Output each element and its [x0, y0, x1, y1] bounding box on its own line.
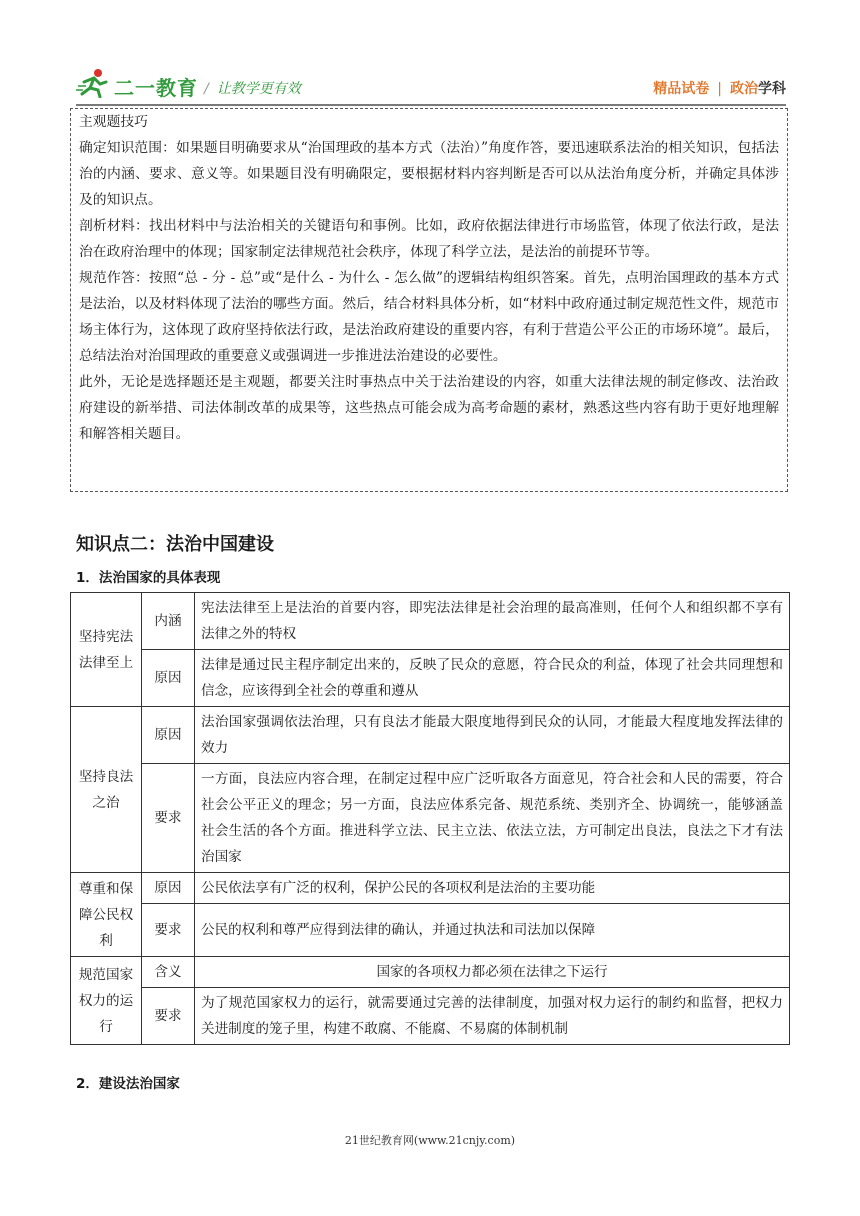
runner-logo-icon — [76, 68, 112, 98]
slogan-text: 让教学更有效 — [216, 81, 301, 97]
table-row — [71, 764, 790, 873]
row-group-head: 尊重和保障公民权利 — [71, 873, 142, 957]
table-row — [71, 650, 790, 707]
row-label: 原因 — [142, 873, 195, 904]
premium-paper-label: 精品试卷 — [653, 81, 710, 97]
page-header — [76, 66, 786, 106]
row-group-head: 坚持宪法法律至上 — [71, 593, 142, 707]
rule-of-law-table — [70, 592, 790, 1045]
row-label: 内涵 — [142, 593, 195, 650]
subject-suffix: 学科 — [758, 81, 786, 97]
table-row — [71, 707, 790, 764]
subsection-title: 2．建设法治国家 — [76, 1076, 180, 1092]
row-label: 含义 — [142, 957, 195, 988]
tips-title: 主观题技巧 — [79, 114, 148, 130]
row-label: 原因 — [142, 707, 195, 764]
subsection-title: 1．法治国家的具体表现 — [76, 570, 221, 586]
row-content: 公民的权利和尊严应得到法律的确认，并通过执法和司法加以保障 — [195, 904, 790, 957]
brand-name: 二一教育 — [114, 76, 198, 100]
section-title: 知识点二：法治中国建设 — [76, 534, 274, 555]
table-row — [71, 593, 790, 650]
row-content: 国家的各项权力都必须在法律之下运行 — [195, 957, 790, 988]
row-content: 法律是通过民主程序制定出来的，反映了民众的意愿，符合民众的利益，体现了社会共同理想和信念，应该得到全社会的尊重和遵从 — [195, 650, 790, 707]
table-row — [71, 988, 790, 1045]
row-content: 法治国家强调依法治理，只有良法才能最大限度地得到民众的认同，才能最大程度地发挥法律的效力 — [195, 707, 790, 764]
subject-name: 政治 — [730, 81, 758, 97]
row-label: 要求 — [142, 764, 195, 873]
row-group-head: 规范国家权力的运行 — [71, 957, 142, 1045]
row-label: 要求 — [142, 904, 195, 957]
tips-paragraph: 剖析材料：找出材料中与法治相关的关键语句和事例。比如，政府依据法律进行市场监管，体现了依法行政，是法治在政府治理中的体现；国家制定法律规范社会秩序，体现了科学立法，是法治的前提环节等。 — [79, 218, 779, 260]
row-group-head: 坚持良法之治 — [71, 707, 142, 873]
tips-paragraph: 规范作答：按照“总 - 分 - 总”或“是什么 - 为什么 - 怎么做”的逻辑结构组织答案。首先，点明治国理政的基本方式是法治，以及材料体现了法治的哪些方面。然后，结合材料具体分析，如“材料中政府通过制定规范性文件，规范市场主体行为，这体现了政府坚持依法行政，是法治政府建设的重要内容，有利于营造公平公正的市场环境”。最后，总结法治对治国理政的重要意义或强调进一步推进法治建设的必要性。 — [79, 270, 779, 364]
tips-paragraph: 此外，无论是选择题还是主观题，都要关注时事热点中关于法治建设的内容，如重大法律法规的制定修改、法治政府建设的新举措、司法体制改革的成果等，这些热点可能会成为高考命题的素材，熟悉这些内容有助于更好地理解和解答相关题目。 — [79, 374, 779, 442]
tips-box — [70, 108, 788, 492]
table-row — [71, 957, 790, 988]
subject-label: 精品试卷 | 政治学科 — [653, 81, 786, 97]
row-content: 宪法法律至上是法治的首要内容，即宪法法律是社会治理的最高准则，任何个人和组织都不享有法律之外的特权 — [195, 593, 790, 650]
row-content: 公民依法享有广泛的权利，保护公民的各项权利是法治的主要功能 — [195, 873, 790, 904]
row-label: 原因 — [142, 650, 195, 707]
table-row — [71, 873, 790, 904]
row-label: 要求 — [142, 988, 195, 1045]
row-content: 为了规范国家权力的运行，就需要通过完善的法律制度，加强对权力运行的制约和监督，把权力关进制度的笼子里，构建不敢腐、不能腐、不易腐的体制机制 — [195, 988, 790, 1045]
table-row — [71, 904, 790, 957]
row-content: 一方面，良法应内容合理，在制定过程中应广泛听取各方面意见，符合社会和人民的需要，符合社会公平正义的理念；另一方面，良法应体系完备、规范系统、类别齐全、协调统一，能够涵盖社会生活的各个方面。推进科学立法、民主立法、依法立法，方可制定出良法，良法之下才有法治国家 — [195, 764, 790, 873]
slogan: / 让教学更有效 — [204, 81, 301, 97]
tips-paragraph: 确定知识范围：如果题目明确要求从“治国理政的基本方式（法治）”角度作答，要迅速联系法治的相关知识，包括法治的内涵、要求、意义等。如果题目没有明确限定，要根据材料内容判断是否可以从法治角度分析，并确定具体涉及的知识点。 — [79, 140, 779, 208]
page-footer: 21世纪教育网(www.21cnjy.com) — [344, 1134, 516, 1147]
